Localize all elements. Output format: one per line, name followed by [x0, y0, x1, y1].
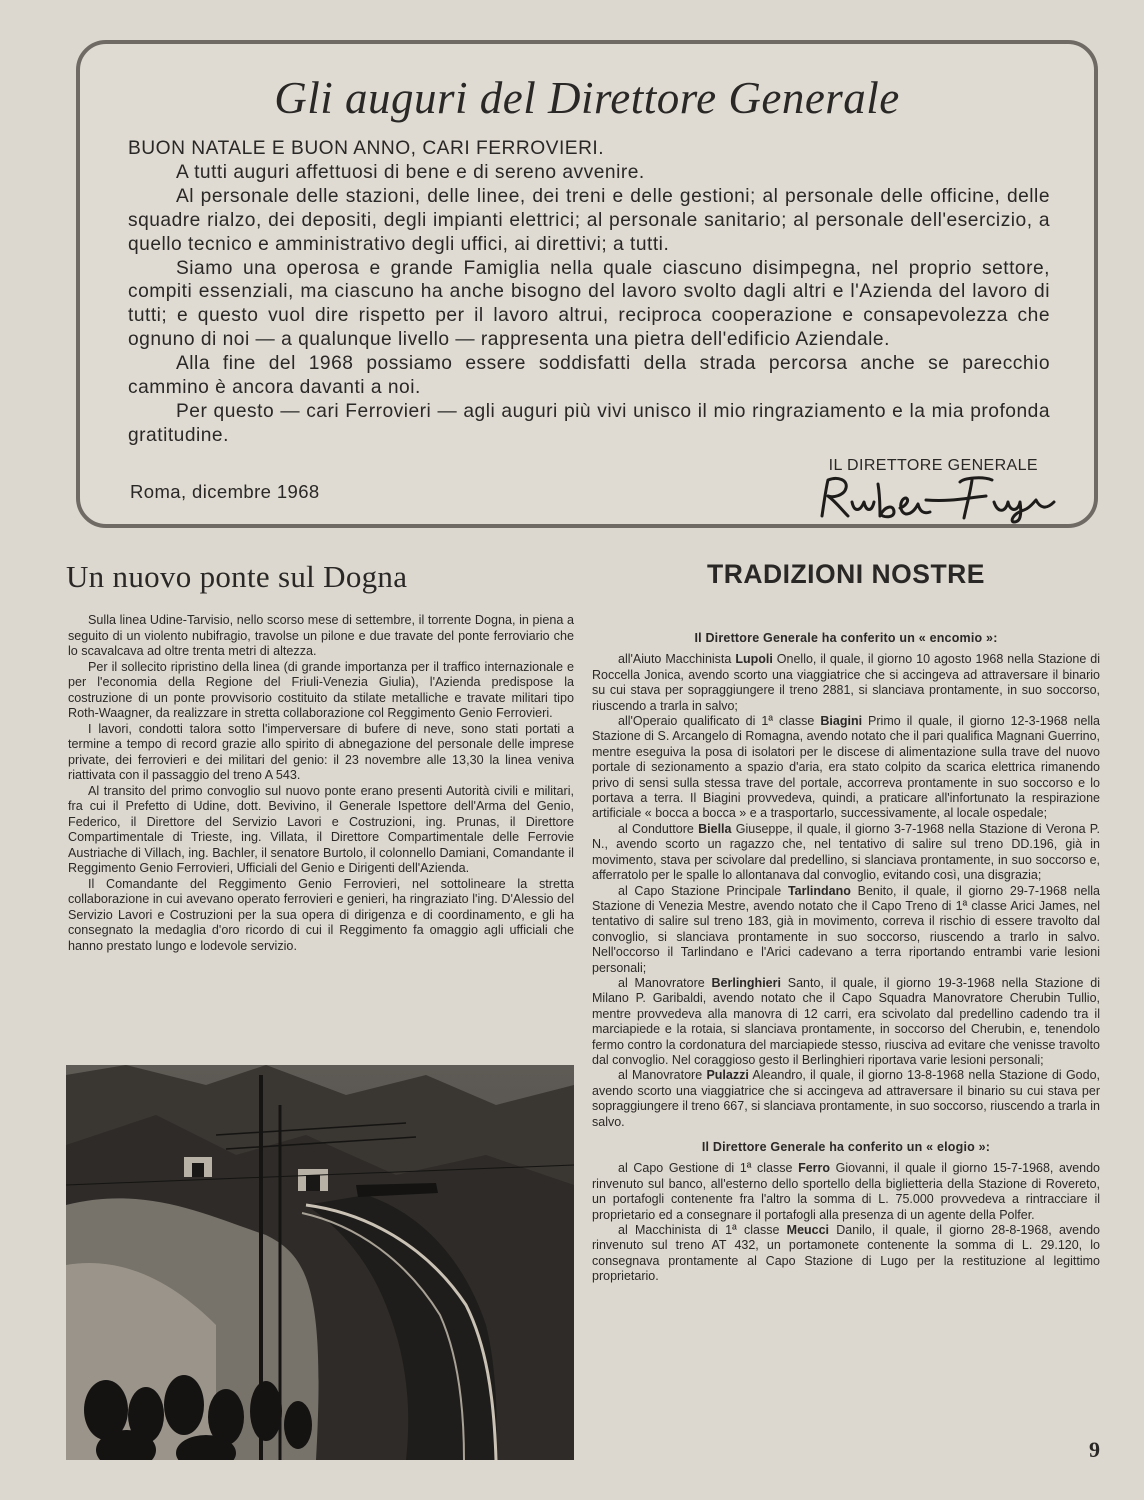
signature-label: IL DIRETTORE GENERALE: [828, 457, 1038, 474]
honoree-name: Lupoli: [735, 652, 773, 667]
letter-paragraph: Al personale delle stazioni, delle linee, dei treni e delle gestioni; al personale delle officine, delle squadre rialzo, dei depositi, degli impianti elettrici; al personale sanitario; al personale dell'esercizio, a quello tecnico e amministrativo degli uffici, ai direttivi; a tutti.: [128, 185, 1050, 255]
director-letter-box: [76, 40, 1098, 528]
letter-paragraph: A tutti auguri affettuosi di bene e di sereno avvenire.: [176, 161, 645, 183]
article-paragraph: Al transito del primo convoglio sul nuovo ponte erano presenti Autorità civili e militari, fra cui il Prefetto di Udine, dott. Bevivino, il Generale Ispettore dell'Arma del Genio, Federico, il Direttore del Servizio Lavori e Costruzioni, ing. Prunas, il Direttore Compartimentale di Trieste, ing. Villata, il Direttore Compartimentale delle Ferrovie Austriache di Villach, ing. Bachler, il senatore Burtolo, il colonnello Damiani, Comandante il Reggimento Genio Ferrovieri, Ufficiali del Genio e Dirigenti dell'Azienda.: [68, 783, 574, 875]
honoree-name: Pulazzi: [706, 1068, 749, 1083]
encomio-item: all'Aiuto Macchinista Lupoli Onello, il quale, il giorno 10 agosto 1968 nella Stazione di Roccella Jonica, avendo scorto una viaggiatrice che si accingeva ad attraversare il binario su cui stava per sopraggiungere il treno 2881, si slanciava prontamente, in suo soccorso, riuscendo a trarla in salvo;: [592, 652, 1101, 713]
encomio-item: al Manovratore Pulazzi Aleandro, il quale, il giorno 13-8-1968 nella Stazione di Godo, avendo scorto una viaggiatrice che si accingeva ad attraversare il binario su cui stava per sopraggiungere il treno 667, si slanciava prontamente, in suo soccorso, riuscendo a trarla in salvo.: [592, 1068, 1100, 1129]
bridge-photo-illustration: [66, 1065, 574, 1460]
elogio-item: al Capo Gestione di 1ª classe Ferro Giovanni, il quale il giorno 15-7-1968, avendo rinvenuto sul banco, all'esterno dello sportello della biglietteria della Stazione di Rovereto, un portafogli contenente fra l'altro la somma di L. 75.000 provvedeva a rintracciare il proprietario ed a consegnare il portafogli alla presenza di un agente della Polfer.: [592, 1161, 1101, 1222]
letter-body: [128, 137, 1050, 448]
article-paragraph: Il Comandante del Reggimento Genio Ferrovieri, nel sottolineare la stretta collaborazione in cui avevano operato ferrovieri e genieri, ha ringraziato l'ing. D'Alessio del Servizio Lavori e Costruzioni per la sua opera di dirigenza e di coordinamento, e gli ha consegnato la medaglia d'oro ricordo di cui il Reggimento fa omaggio agli ufficiali che hanno prestato lungo e lodevole servizio.: [68, 876, 574, 953]
encomio-item: al Manovratore Berlinghieri Santo, il quale, il giorno 19-3-1968 nella Stazione di Milano P. Garibaldi, avendo notato che il Capo Squadra Manovratore Cherubin Tullio, mentre provvedeva alla manovra di 12 carri, era scivolato dal predellino cadendo tra il marciapiede e la rotaia, si slanciava prontamente, in soccorso del Cherubin, e, tenendolo fermo contro la cordonatura del marciapiede stesso, riusciva ad evitare che venisse travolto dal convoglio. Nel coraggioso gesto il Berlinghieri riportava varie lesioni personali;: [592, 975, 1100, 1067]
traditions-body: [592, 631, 1100, 1285]
honoree-name: Berlinghieri: [711, 975, 781, 990]
encomio-heading: Il Direttore Generale ha conferito un « encomio »:: [694, 631, 998, 645]
traditions-title: TRADIZIONI NOSTRE: [707, 559, 985, 589]
place-date: Roma, dicembre 1968: [130, 481, 320, 502]
honoree-name: Meucci: [786, 1223, 830, 1238]
article-paragraph: Per il sollecito ripristino della linea (di grande importanza per il traffico internazionale e per l'economia della Regione del Friuli-Venezia Giulia), l'Azienda predispose la costruzione di un ponte provvisorio costituito da stilate metalliche e travate militari tipo Roth-Waagner, da realizzare in stretta collaborazione col Reggimento Genio Ferrovieri.: [68, 659, 574, 720]
elogio-item: al Macchinista di 1ª classe Meucci Danilo, il quale, il giorno 28-8-1968, avendo rinvenuto sul treno AT 432, un portamonete contenente la somma di L. 29.120, lo consegnava prontamente al Capo Stazione di Lugo per la restituzione al legittimo proprietario.: [592, 1223, 1100, 1284]
honoree-name: Biagini: [820, 714, 863, 729]
honoree-name: Biella: [698, 821, 732, 836]
bridge-article-title: Un nuovo ponte sul Dogna: [66, 559, 408, 594]
honoree-name: Ferro: [798, 1161, 831, 1176]
letter-paragraph: Alla fine del 1968 possiamo essere soddisfatti della strada percorsa anche se parecchio cammino è ancora davanti a noi.: [128, 353, 1050, 399]
encomio-item: al Capo Stazione Principale Tarlindano Benito, il quale, il giorno 29-7-1968 nella Stazione di Venezia Mestre, avendo notato che il Capo Treno di 1ª classe Arici James, nel tentativo di salire sul treno 183, già in movimento, correva il rischio di essere travolto dal convoglio, si slanciava prontamente in suo soccorso, riuscendo a trarlo in salvo. Nell'occorso il Tarlindano e l'Arici cadevano a terra riportando entrambi varie lesioni personali;: [592, 883, 1100, 975]
letter-paragraph: Per questo — cari Ferrovieri — agli auguri più vivi unisco il mio ringraziamento e la mia profonda gratitudine.: [128, 400, 1050, 446]
article-paragraph: I lavori, condotti talora sotto l'imperversare di bufere di neve, sono stati portati a termine a tempo di record grazie allo spirito di abnegazione del personale delle imprese private, dei ferrovieri e dei militari del genio: il 23 novembre alle 13,30 la linea veniva riattivata con il passaggio del treno A 543.: [68, 721, 574, 782]
bridge-article-body: [68, 613, 574, 954]
bridge-photo: [66, 1065, 574, 1460]
letter-paragraph: Siamo una operosa e grande Famiglia nella quale ciascuno disimpegna, nel proprio settore, compiti essenziali, ma ciascuno ha anche bisogno del lavoro svolto dagli altri e l'Azienda del lavoro di tutti; e questo vuol dire rispetto per il lavoro altrui, reciproca cooperazione e consapevolezza che ognuno di noi — a qualunque livello — rappresenta una pietra dell'edificio Aziendale.: [128, 257, 1050, 351]
elogio-heading: Il Direttore Generale ha conferito un « elogio »:: [701, 1140, 991, 1154]
encomio-item: al Conduttore Biella Giuseppe, il quale, il giorno 3-7-1968 nella Stazione di Verona P. N., avendo scorto un ragazzo che, nel tentativo di salire sul treno DD.196, già in movimento, stava per scivolare dal predellino, si slanciava prontamente, in suo soccorso e, afferratolo per le spalle lo allontanava dal convoglio, evitando così, una disgrazia;: [592, 821, 1100, 883]
article-paragraph: Sulla linea Udine-Tarvisio, nello scorso mese di settembre, il torrente Dogna, in piena a seguito di un violento nubifragio, travolse un pilone e due travate del ponte ferroviario che lo scavalcava ad oltre trenta metri di altezza.: [68, 613, 574, 658]
letter-greeting: BUON NATALE E BUON ANNO, CARI FERROVIERI.: [128, 138, 605, 159]
letter-title: Gli auguri del Direttore Generale: [274, 73, 900, 123]
handwritten-signature: [814, 472, 1066, 524]
page-number: 9: [1089, 1437, 1100, 1462]
encomio-item: all'Operaio qualificato di 1ª classe Biagini Primo il quale, il giorno 12-3-1968 nella Stazione di S. Arcangelo di Romagna, avendo notato che il pari qualifica Magnani Guerrino, mentre eseguiva la posa di isolatori per le discese di alimentazione sulla trave del nuovo portale di sezionamento a spazio d'aria, era stato colpito da scarica elettrica rimanendo privo di sensi sulla stessa trave del portale, accorreva prontamente in suo soccorso e lo portava a terra. Il Biagini provvedeva, quindi, a praticare all'infortunato la respirazione artificiale « bocca a bocca » e a trasportarlo, successivamente, al locale ospedale;: [592, 714, 1100, 821]
honoree-name: Tarlindano: [787, 883, 851, 898]
